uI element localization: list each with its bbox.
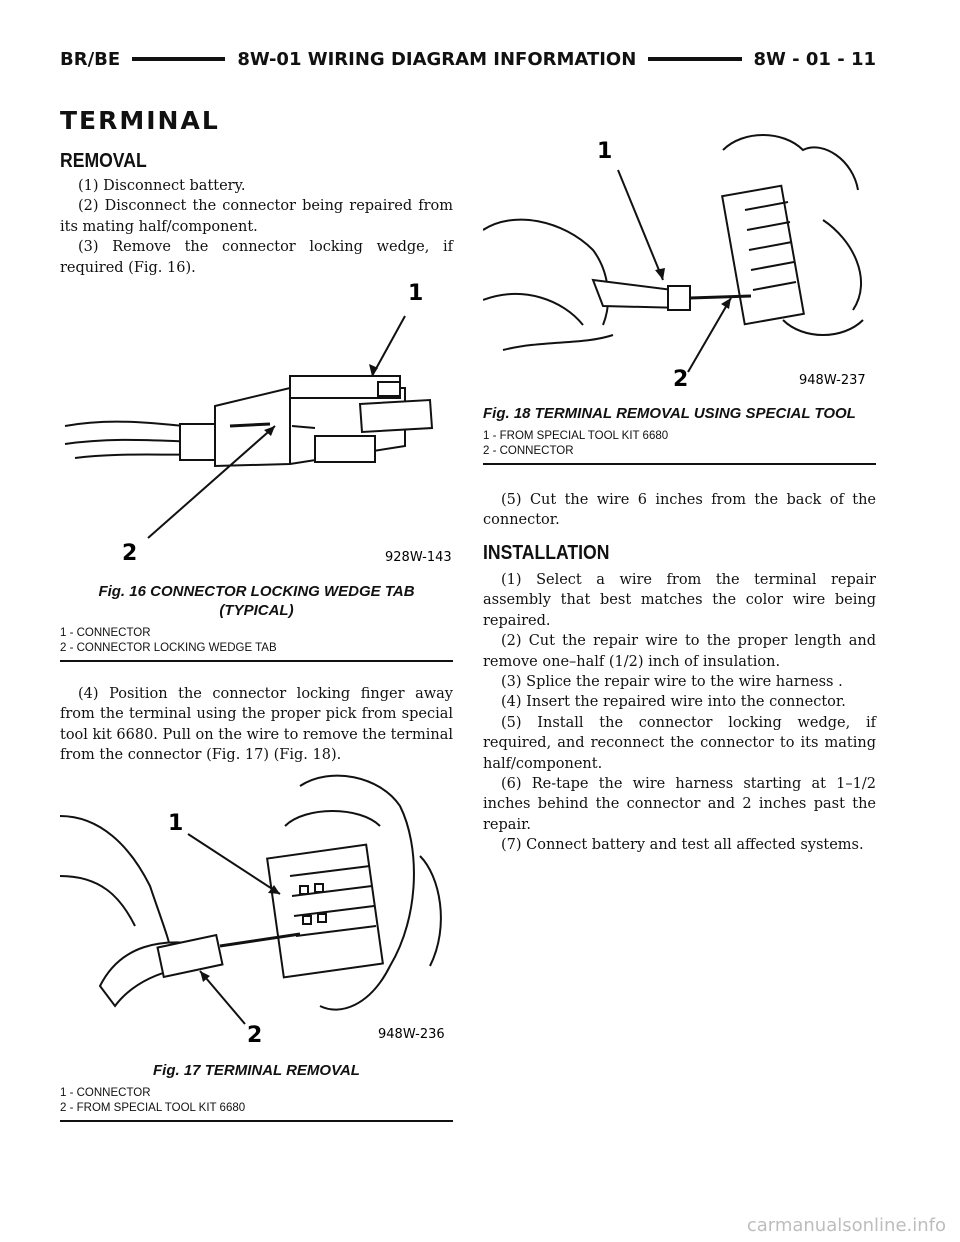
step: (5) Install the connector locking wedge, if required, and reconnect the connector to its mating half/component. xyxy=(483,714,876,772)
fig17-callout-2: 2 xyxy=(247,1023,263,1048)
fig18-title: Fig. 18 TERMINAL REMOVAL USING SPECIAL TOOL xyxy=(483,405,856,422)
step: (1) Disconnect battery. xyxy=(78,178,246,194)
fig18-callout-2: 2 xyxy=(673,367,689,392)
header-right: 8W - 01 - 11 xyxy=(753,48,876,70)
fig17-callout-1: 1 xyxy=(168,811,184,836)
step: (6) Re-tape the wire harness starting at 1–1/2 inches behind the connector and 2 inches past the repair. xyxy=(483,776,876,833)
fig18-callout-1: 1 xyxy=(597,139,613,164)
step: (4) Insert the repaired wire into the connector. xyxy=(501,694,846,711)
removal-steps-a xyxy=(60,176,453,278)
section-title: TERMINAL xyxy=(60,106,220,135)
fig16-code: 928W-143 xyxy=(385,550,452,565)
fig16-legend-1: 1 - CONNECTOR xyxy=(60,627,151,639)
step: (4) Position the connector locking finger away from the terminal using the proper pick from special tool kit 6680. Pull on the wire to remove the terminal from the connector (Fig. 17) (Fig. 18). xyxy=(60,686,453,764)
fig17-legend-1: 1 - CONNECTOR xyxy=(60,1087,151,1099)
fig18-caption xyxy=(483,404,876,465)
fig18-legend-2: 2 - CONNECTOR xyxy=(483,445,574,457)
fig16-callout-1: 1 xyxy=(408,281,424,306)
removal-steps-c xyxy=(483,490,876,531)
fig17-rule xyxy=(60,1120,453,1122)
header-left: BR/BE xyxy=(60,48,121,70)
step: (5) Cut the wire 6 inches from the back of the connector. xyxy=(483,492,876,529)
page-header xyxy=(60,44,876,74)
header-rule-left xyxy=(132,57,225,61)
installation-heading: INSTALLATION xyxy=(483,542,610,564)
fig17-caption xyxy=(60,1061,453,1122)
fig16-illustration xyxy=(60,276,453,576)
installation-steps xyxy=(483,570,876,856)
step: (1) Select a wire from the terminal repair assembly that best matches the color wire being repaired. xyxy=(483,572,876,629)
step: (7) Connect battery and test all affected systems. xyxy=(501,837,864,854)
fig16-callout-2: 2 xyxy=(122,541,138,566)
fig18-legend-1: 1 - FROM SPECIAL TOOL KIT 6680 xyxy=(483,430,669,442)
fig17-title: Fig. 17 TERMINAL REMOVAL xyxy=(153,1062,360,1079)
step: (3) Splice the repair wire to the wire harness . xyxy=(501,674,843,691)
fig16-rule xyxy=(60,660,453,662)
header-center: 8W-01 WIRING DIAGRAM INFORMATION xyxy=(237,48,637,70)
fig17-illustration xyxy=(60,766,453,1056)
fig16-caption xyxy=(60,582,453,662)
fig18-rule xyxy=(483,463,876,465)
header-rule-right xyxy=(648,57,741,61)
removal-heading: REMOVAL xyxy=(60,150,147,172)
fig17-legend-2: 2 - FROM SPECIAL TOOL KIT 6680 xyxy=(60,1102,246,1114)
fig16-title: Fig. 16 CONNECTOR LOCKING WEDGE TAB (TYPICAL) xyxy=(98,583,415,619)
fig17-code: 948W-236 xyxy=(378,1027,445,1042)
watermark: carmanualsonline.info xyxy=(746,1215,946,1236)
fig18-illustration xyxy=(483,110,876,402)
fig16-legend-2: 2 - CONNECTOR LOCKING WEDGE TAB xyxy=(60,642,277,654)
step: (2) Cut the repair wire to the proper length and remove one–half (1/2) inch of insulation. xyxy=(483,633,876,670)
fig18-code: 948W-237 xyxy=(799,373,866,388)
step: (2) Disconnect the connector being repaired from its mating half/component. xyxy=(60,198,453,235)
removal-steps-b xyxy=(60,684,453,766)
step: (3) Remove the connector locking wedge, if required (Fig. 16). xyxy=(60,239,453,276)
